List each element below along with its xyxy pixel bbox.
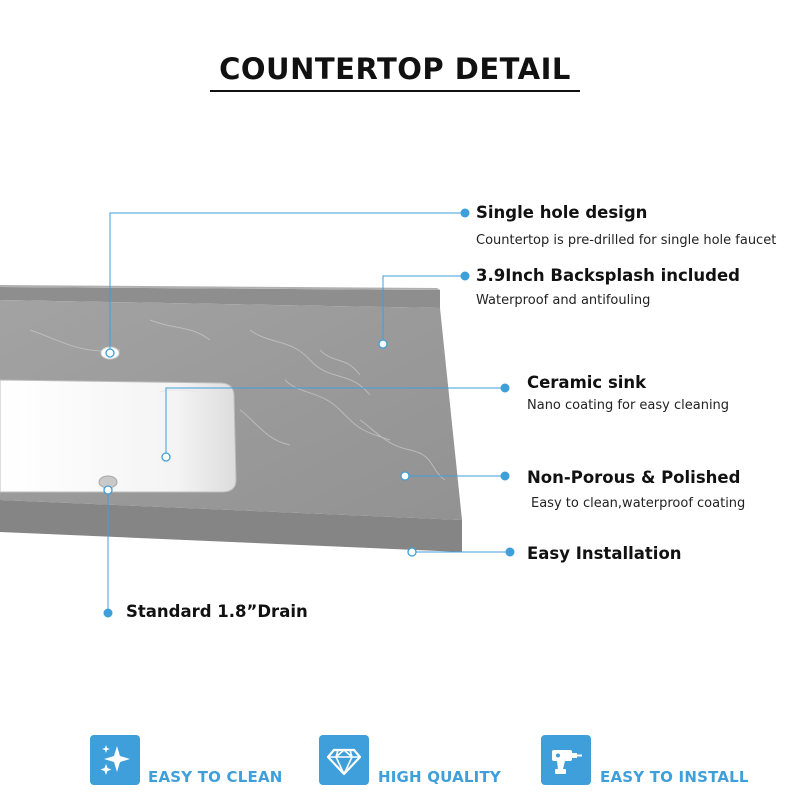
single-hole-title: Single hole design xyxy=(476,203,648,222)
installation-title: Easy Installation xyxy=(527,544,682,563)
ceramic-sink-title: Ceramic sink xyxy=(527,373,647,392)
ceramic-sink-desc: Nano coating for easy cleaning xyxy=(527,398,730,413)
page-title: COUNTERTOP DETAIL xyxy=(219,52,571,86)
non-porous-desc: Easy to clean,waterproof coating xyxy=(531,496,746,511)
power-drill-icon xyxy=(541,735,591,785)
ceramic-sink xyxy=(0,380,236,492)
diamond-icon xyxy=(319,735,369,785)
single-hole-desc: Countertop is pre-drilled for single hole faucet xyxy=(476,233,777,248)
easy-to-clean-label: EASY TO CLEAN xyxy=(148,768,283,786)
high-quality-label: HIGH QUALITY xyxy=(378,768,501,786)
backsplash-desc: Waterproof and antifouling xyxy=(476,293,651,308)
sparkle-icon xyxy=(90,735,140,785)
easy-to-install-label: EASY TO INSTALL xyxy=(600,768,749,786)
backsplash-title: 3.9Inch Backsplash included xyxy=(476,266,740,285)
non-porous-title: Non-Porous & Polished xyxy=(527,468,741,487)
drain-title: Standard 1.8”Drain xyxy=(126,602,308,621)
